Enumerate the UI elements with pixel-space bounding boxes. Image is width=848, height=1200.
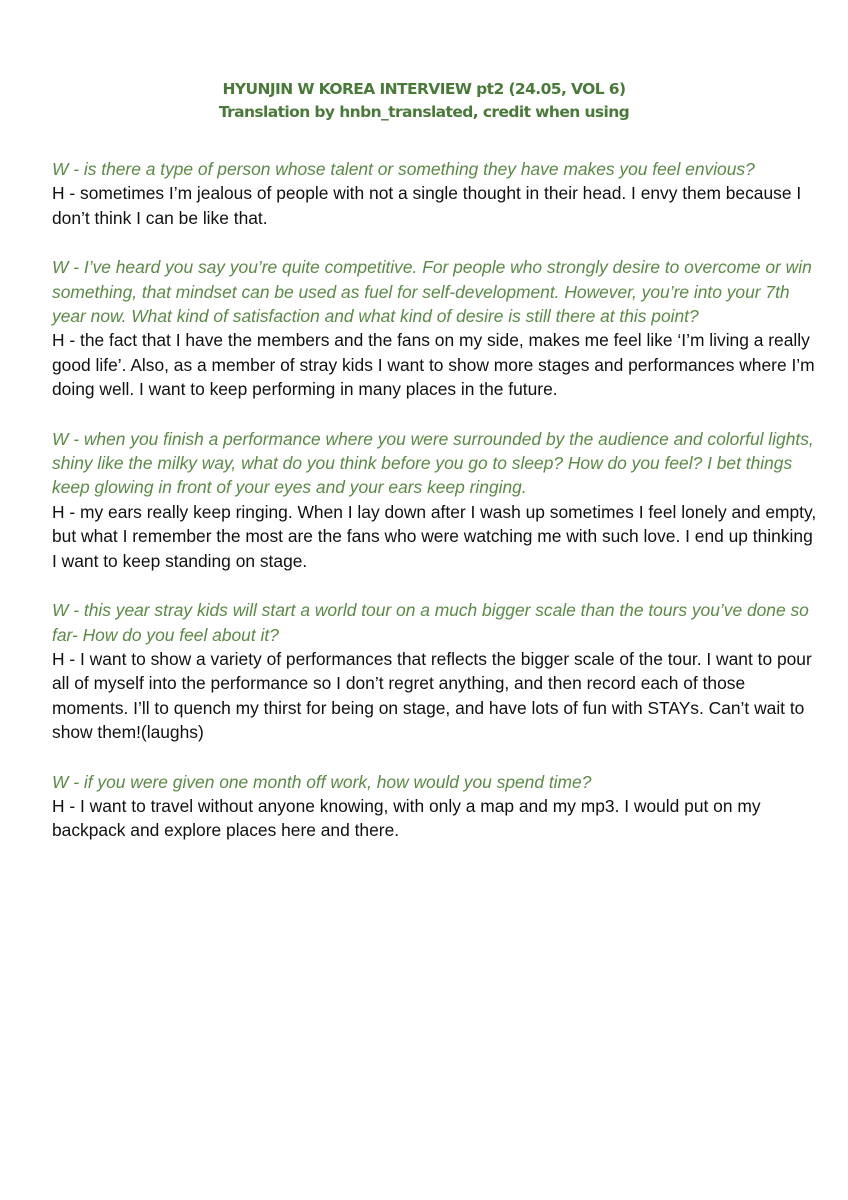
interview-question: W - when you finish a performance where you were surrounded by the audience and colorful lights, shiny like the milky way, what do you think before you go to sleep? How do you feel? I bet things keep glowing in front of your eyes and your ears keep ringing. (52, 428, 814, 498)
qa-block-1 (52, 157, 822, 230)
qa-block-4 (52, 598, 822, 744)
interview-content (52, 157, 822, 868)
interview-answer: H - I want to travel without anyone knowing, with only a map and my mp3. I would put on my backpack and explore places here and there. (52, 795, 761, 841)
interview-answer: H - my ears really keep ringing. When I lay down after I wash up sometimes I feel lonely and empty, but what I remember the most are the fans who were watching me with such love. I end up thinking I want to keep standing on stage. (52, 501, 817, 571)
interview-question: W - if you were given one month off work, how would you spend time? (52, 771, 592, 792)
interview-answer: H - sometimes I’m jealous of people with not a single thought in their head. I envy them because I don’t think I can be like that. (52, 183, 802, 228)
interview-answer: H - the fact that I have the members and the fans on my side, makes me feel like ‘I’m living a really good life’. Also, as a member of stray kids I want to show more stages and performances where I’m doing well. I want to keep performing in many places in the future. (52, 330, 815, 400)
interview-question: W - is there a type of person whose talent or something they have makes you feel envious? (52, 159, 755, 179)
interview-question: W - this year stray kids will start a world tour on a much bigger scale than the tours you’ve done so far- How do you feel about it? (52, 600, 809, 645)
interview-question: W - I’ve heard you say you’re quite competitive. For people who strongly desire to overcome or win something, that mindset can be used as fuel for self-development. However, you’re into your 7th year now. What kind of satisfaction and what kind of desire is still there at this point? (52, 257, 812, 327)
qa-block-5 (52, 770, 822, 843)
document-header (0, 78, 848, 124)
translation-credit: Translation by hnbn_translated, credit when using (218, 103, 630, 121)
qa-block-3 (52, 427, 822, 573)
interview-answer: H - I want to show a variety of performances that reflects the bigger scale of the tour. I want to pour all of myself into the performance so I don’t regret anything, and then record each of those moments. I’ll to quench my thirst for being on stage, and have lots of fun with STAYs. Can’t wait to show them!(laughs) (52, 648, 812, 743)
document-title: HYUNJIN W KOREA INTERVIEW pt2 (24.05, VOL 6) (222, 80, 626, 98)
qa-block-2 (52, 255, 822, 401)
